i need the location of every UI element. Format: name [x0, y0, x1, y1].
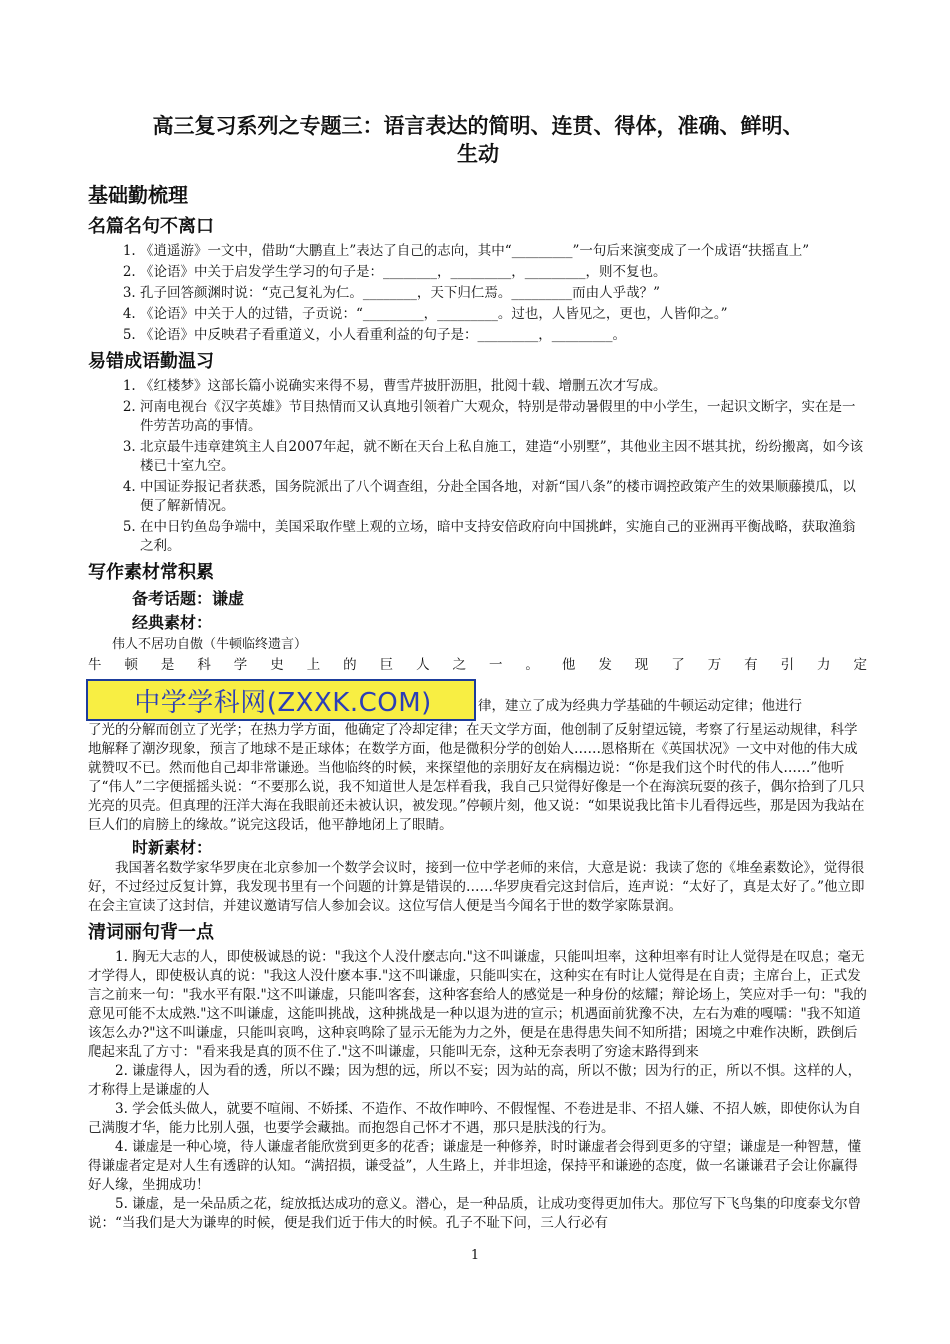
list-item: 2. 河南电视台《汉字英雄》节目热情而又认真地引领着广大观众，特别是带动暑假里的中小学生，一起识文断字，实在是一件劳苦功高的事情。 — [140, 398, 868, 436]
recent-label: 时新素材： — [132, 838, 213, 857]
classic-caption: 伟人不居功自傲（牛顿临终遗言） — [112, 637, 308, 652]
title-line-2: 生动 — [457, 141, 499, 166]
classic-label: 经典素材： — [132, 613, 213, 632]
zxxk-logo — [86, 679, 476, 721]
sec2-list — [88, 377, 868, 556]
list-item: 2. 《论语》中关于启发学生学习的句子是：________，_________，_________，则不复也。 — [140, 263, 868, 282]
list-item: 1. 《逍遥游》一文中，借助“大鹏直上”表达了自己的志向，其中“_________”一句后来演变成了一个成语“扶摇直上” — [140, 242, 868, 261]
classic-paragraph: 了光的分解而创立了光学；在热力学方面，他确定了冷却定律；在天文学方面，他创制了反射望远镜，考察了行星运动规律，科学地解释了潮汐现象，预言了地球不是正球体；在数学方面，他是微积分学的创始人……恩格斯在《英国状况》一文中对他的伟大成就赞叹不已。然而他自己却非常谦逊。当他临终的时候，来探望他的亲朋好友在病榻边说：“你是我们这个时代的伟人……”他听了“伟人”二字便摇摇头说：“不要那么说，我不知道世人是怎样看我，我自己只觉得好像是一个在海滨玩耍的孩子，偶尔拾到了几只光亮的贝壳。但真理的汪洋大海在我眼前还未被认识，被发现。”停顿片刻，他又说：“如果说我比笛卡儿看得远些，那是因为我站在巨人们的肩膀上的缘故。”说完这段话，他平静地闭上了眼睛。 — [88, 722, 865, 833]
list-item: 5. 《论语》中反映君子看重道义，小人看重利益的句子是：_________，_________。 — [140, 326, 868, 345]
sec1-heading: 名篇名句不离口 — [88, 216, 214, 237]
list-item: 3. 北京最牛违章建筑主人自2007年起，就不断在天台上私自施工，建造“小别墅”，其他业主因不堪其扰，纷纷搬离，如今该楼已十室九空。 — [140, 438, 868, 476]
list-item: 4. 中国证券报记者获悉，国务院派出了八个调查组，分赴全国各地，对新“国八条”的楼市调控政策产生的效果顺藤摸瓜，以便了解新情况。 — [140, 478, 868, 516]
list-item: 3. 孔子回答颜渊时说：“克己复礼为仁。________，天下归仁焉。_________而由人乎哉？” — [140, 284, 868, 303]
page-number: 1 — [470, 1248, 480, 1263]
document-title — [88, 112, 868, 168]
logo-text: 中学学科网(ZXXK.COM) — [134, 687, 432, 718]
list-item: 1. 《红楼梦》这部长篇小说确实来得不易，曹雪芹披肝沥胆，批阅十载、增删五次才写成。 — [140, 377, 868, 396]
paragraph: 2. 谦虚得人，因为看的透，所以不躁；因为想的远，所以不妄；因为站的高，所以不傲；因为行的正，所以不惧。这样的人，才称得上是谦虚的人 — [88, 1063, 862, 1098]
paragraph: 5. 谦虚，是一朵品质之花，绽放抵达成功的意义。潜心，是一种品质，让成功变得更加伟大。那位写下飞鸟集的印度泰戈尔曾说：“当我们是大为谦卑的时候，便是我们近于伟大的时候。孔子不耻下问，三人行必有 — [88, 1196, 862, 1231]
title-line-1: 高三复习系列之专题三：语言表达的简明、连贯、得体，准确、鲜明、 — [152, 113, 804, 138]
sec2-heading: 易错成语勤温习 — [88, 351, 214, 372]
list-item: 5. 在中日钓鱼岛争端中，美国采取作壁上观的立场，暗中支持安倍政府向中国挑衅，实施自己的亚洲再平衡战略，获取渔翁之利。 — [140, 518, 868, 556]
topic-heading: 备考话题：谦虚 — [132, 589, 245, 608]
sec3-heading: 写作素材常积累 — [88, 562, 214, 583]
paragraph: 4. 谦虚是一种心境，待人谦虚者能欣赏到更多的花香；谦虚是一种修养，时时谦虚者会得到更多的守望；谦虚是一种智慧，懂得谦虚者定是对人生有透辟的认知。“满招损，谦受益”，人生路上，并非坦途，保持平和谦逊的态度，做一名谦谦君子会让你赢得好人缘，坐拥成功！ — [88, 1139, 862, 1193]
paragraph: 1. 胸无大志的人，即使极诚恳的说："我这个人没什麽志向."这不叫谦虚，只能叫坦率，这种坦率有时让人觉得是在叹息；毫无才学得人，即使极认真的说："我这人没什麽本事."这不叫谦虚，只能叫实在，这种实在有时让人觉得是在自责；主席台上，正式发言之前来一句："我水平有限."这不叫谦虚，只能叫客套，这种客套给人的感觉是一种身份的炫耀；辩论场上，笑应对手一句："我的意见可能不太成熟."这不叫谦虚，这能叫挑战，这种挑战是一种以退为进的宣示；机遇面前犹豫不决，左右为难的嘎嚅："我不知道该怎么办?"这不叫谦虚，只能叫哀鸣，这种哀鸣除了显示无能为力之外，便是在患得患失间不知所措；困境之中难作决断，跌倒后爬起来乱了方寸："看来我是真的顶不住了."这不叫谦虚，只能叫无奈，这种无奈表明了穷途末路得到来 — [88, 949, 867, 1060]
recent-paragraph: 我国著名数学家华罗庚在北京参加一个数学会议时，接到一位中学老师的来信，大意是说：我读了您的《堆垒素数论》，觉得很好，不过经过反复计算，我发现书里有一个问题的计算是错误的……华罗庚看完这封信后，连声说：“太好了，真是太好了。”他立即在会主宣读了这封信，并建议邀请写信人参加会议。这位写信人便是当今闻名于世的数学家陈景润。 — [88, 860, 865, 914]
sec4-heading: 清词丽句背一点 — [88, 922, 214, 943]
document-page — [88, 112, 868, 1233]
classic-line-2: 律，建立了成为经典力学基础的牛顿运动定律；他进行 — [478, 698, 802, 714]
logo-row — [88, 679, 868, 721]
paragraph: 3. 学会低头做人，就要不喧闹、不娇揉、不造作、不故作呻吟、不假惺惺、不卷进是非、不招人嫌、不招人嫉，即使你认为自己满腹才华，能力比别人强，也要学会藏拙。而抱怨自己怀才不遇，那只是肤浅的行为。 — [88, 1101, 862, 1136]
sec1-list — [88, 242, 868, 345]
classic-line-1: 牛顿是科学史上的巨人之一。他发现了万有引力定 — [88, 657, 868, 673]
list-item: 4. 《论语》中关于人的过错，子贡说：“_________，_________。过也，人皆见之，更也，人皆仰之。” — [140, 305, 868, 324]
section-main-heading: 基础勤梳理 — [88, 183, 188, 207]
